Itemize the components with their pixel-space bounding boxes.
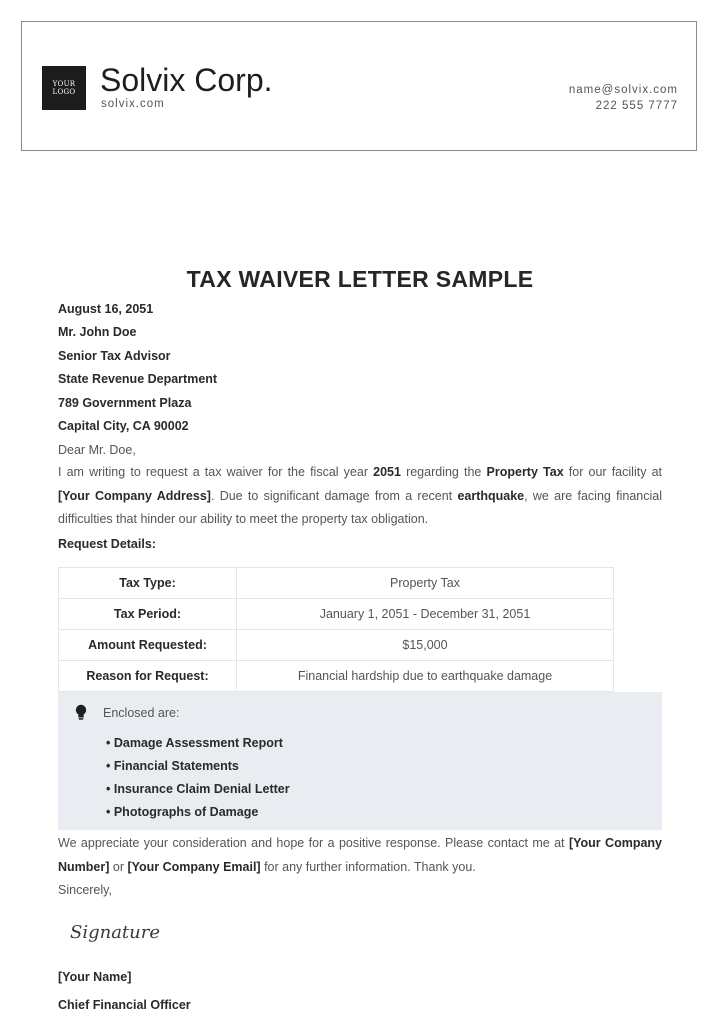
company-contact: [569, 82, 678, 114]
detail-value: Property Tax: [237, 568, 614, 599]
recipient-street: 789 Government Plaza: [58, 396, 192, 410]
recipient-name: Mr. John Doe: [58, 325, 137, 339]
sender-title: Chief Financial Officer: [58, 998, 191, 1012]
list-item: • Insurance Claim Denial Letter: [106, 782, 290, 796]
detail-label: Tax Period:: [59, 599, 237, 630]
signature: Signature: [70, 922, 161, 943]
list-item: • Photographs of Damage: [106, 805, 259, 819]
closing-text: We appreciate your consideration and hope for a positive response. Please contact me at: [58, 836, 569, 850]
company-website: solvix.com: [101, 98, 165, 110]
detail-label: Reason for Request:: [59, 661, 237, 692]
sign-off: Sincerely,: [58, 883, 112, 897]
detail-value: $15,000: [237, 630, 614, 661]
body-text: for our facility at: [563, 465, 662, 479]
detail-label: Tax Type:: [59, 568, 237, 599]
enclosed-label: Enclosed are:: [103, 706, 180, 720]
closing-text: for any further information. Thank you.: [260, 859, 476, 874]
detail-value: January 1, 2051 - December 31, 2051: [237, 599, 614, 630]
fiscal-year: 2051: [373, 465, 401, 479]
closing-paragraph: [58, 832, 662, 879]
salutation: Dear Mr. Doe,: [58, 443, 136, 457]
letterhead: [21, 21, 697, 151]
request-details-heading: Request Details:: [58, 537, 156, 551]
list-item: • Damage Assessment Report: [106, 736, 283, 750]
enclosures-callout: [58, 692, 662, 830]
request-details-table: [58, 567, 614, 692]
company-number-placeholder: [Your Company Number]: [58, 836, 662, 874]
body-text: , we are facing financial difficulties that hinder our ability to meet the property tax obligation.: [58, 488, 662, 526]
recipient-position: Senior Tax Advisor: [58, 349, 171, 363]
company-name: Solvix Corp.: [100, 62, 273, 98]
table-row: [59, 568, 614, 599]
company-email: name@solvix.com: [568, 84, 678, 96]
table-row: [59, 630, 614, 661]
recipient-city: Capital City, CA 90002: [58, 419, 189, 433]
logo-text-line1: YOUR: [52, 80, 76, 88]
list-item: • Financial Statements: [106, 759, 239, 773]
body-text: I am writing to request a tax waiver for the fiscal year: [58, 465, 374, 479]
sender-name: [Your Name]: [58, 970, 132, 984]
recipient-department: State Revenue Department: [58, 372, 218, 386]
body-text: regarding the: [400, 465, 487, 479]
body-paragraph: [58, 461, 662, 532]
company-logo: [42, 66, 86, 110]
body-text: . Due to significant damage from a recent: [210, 488, 458, 503]
closing-text: or: [109, 859, 128, 874]
company-phone: 222 555 7777: [595, 100, 678, 112]
detail-value: Financial hardship due to earthquake damage: [237, 661, 614, 692]
disaster-event: earthquake: [457, 488, 525, 503]
letter-date: August 16, 2051: [58, 302, 154, 316]
company-address-placeholder: [Your Company Address]: [58, 488, 211, 503]
detail-label: Amount Requested:: [59, 630, 237, 661]
table-row: [59, 661, 614, 692]
table-row: [59, 599, 614, 630]
company-email-placeholder: [Your Company Email]: [127, 859, 261, 874]
logo-text-line2: LOGO: [52, 88, 76, 96]
lightbulb-icon: [75, 704, 87, 722]
document-title: TAX WAIVER LETTER SAMPLE: [186, 266, 534, 292]
tax-type: Property Tax: [486, 465, 564, 479]
